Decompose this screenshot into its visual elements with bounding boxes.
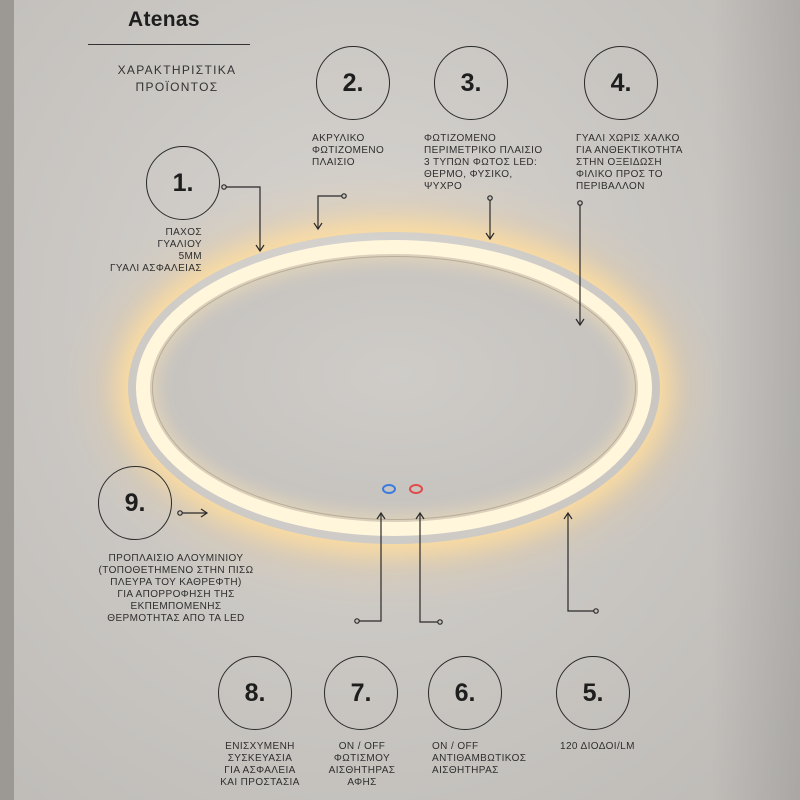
feature-7-line: ΑΦΗΣ <box>347 777 377 788</box>
feature-8-line: ΣΥΣΚΕΥΑΣΙΑ <box>227 753 293 764</box>
subtitle-line-1: ΧΑΡΑΚΤΗΡΙΣΤΙΚΑ <box>117 63 237 77</box>
feature-7-line: ON / OFF <box>338 741 386 752</box>
feature-8-number: 8. <box>244 678 266 707</box>
callout-5-line <box>568 514 594 611</box>
feature-9-line: (ΤΟΠΟΘΕΤΗΜΕΝΟ ΣΤΗΝ ΠΙΣΩ <box>98 565 254 576</box>
feature-1-line: ΓΥΑΛΙΟΥ <box>157 239 202 250</box>
product-title: Atenas <box>128 8 200 31</box>
feature-7-number: 7. <box>350 678 372 707</box>
feature-3-line: ΦΩΤΙΖΟΜΕΝΟ <box>424 133 497 144</box>
feature-6-number: 6. <box>454 678 476 707</box>
feature-1-line: ΓΥΑΛΙ ΑΣΦΑΛΕΙΑΣ <box>110 263 202 274</box>
feature-2-line: ΑΚΡΥΛΙΚΟ <box>312 133 365 144</box>
feature-9-line: ΕΚΠΕΜΠΟΜΕΝΗΣ <box>130 601 222 612</box>
feature-9-line: ΠΛΕΥΡΑ ΤΟΥ ΚΑΘΡΕΦΤΗ) <box>110 577 242 588</box>
feature-8-line: ΓΙΑ ΑΣΦΑΛΕΙΑ <box>224 765 296 776</box>
feature-9-line: ΘΕΡΜΟΤΗΤΑΣ ΑΠΟ ΤΑ LED <box>107 613 245 624</box>
feature-6-line: ON / OFF <box>432 741 479 752</box>
feature-1-line: 5MM <box>178 251 202 262</box>
feature-3-line: ΘΕΡΜΟ, ΦΥΣΙΚΟ, <box>424 169 513 180</box>
feature-3-line: 3 ΤΥΠΩΝ ΦΩΤΟΣ LED: <box>424 157 538 168</box>
feature-3-line: ΨΥΧΡΟ <box>424 181 463 192</box>
feature-6-line: ΑΝΤΙΘΑΜΒΩΤΙΚΟΣ <box>432 753 527 764</box>
feature-4-number: 4. <box>610 68 632 97</box>
feature-4-line: ΓΥΑΛΙ ΧΩΡΙΣ ΧΑΛΚΟ <box>576 133 680 144</box>
feature-1-number: 1. <box>172 168 194 197</box>
feature-8-line: ΕΝΙΣΧΥΜΕΝΗ <box>225 741 295 752</box>
feature-5-line: 120 ΔΙΟΔΟΙ/LM <box>560 741 635 752</box>
feature-6-line: ΑΙΣΘΗΤΗΡΑΣ <box>432 765 499 776</box>
callout-7-line <box>359 514 381 621</box>
callout-1-dot <box>222 185 226 189</box>
feature-5-number: 5. <box>582 678 604 707</box>
feature-9-number: 9. <box>124 488 146 517</box>
feature-8-line: ΚΑΙ ΠΡΟΣΤΑΣΙΑ <box>220 777 300 788</box>
feature-1-line: ΠΑΧΟΣ <box>165 227 202 238</box>
callout-7-dot <box>355 619 359 623</box>
callout-9-dot <box>178 511 182 515</box>
callout-1-line <box>226 187 260 250</box>
feature-7-line: ΦΩΤΙΣΜΟΥ <box>333 753 391 764</box>
callout-4-dot <box>578 201 582 205</box>
feature-2-number: 2. <box>342 68 364 97</box>
feature-9-line: ΠΡΟΠΛΑΙΣΙΟ ΑΛΟΥΜΙΝΙΟΥ <box>108 553 244 564</box>
feature-3-line: ΠΕΡΙΜΕΤΡΙΚΟ ΠΛΑΙΣΙΟ <box>424 145 543 156</box>
subtitle-line-2: ΠΡΟΪΟΝΤΟΣ <box>135 80 219 94</box>
feature-4-line: ΠΕΡΙΒΑΛΛΟΝ <box>576 181 645 192</box>
callout-5-dot <box>594 609 598 613</box>
callout-6-line <box>420 514 438 622</box>
feature-2-line: ΦΩΤΙΖΟΜΕΝΟ <box>312 145 385 156</box>
feature-4-line: ΦΙΛΙΚΟ ΠΡΟΣ ΤΟ <box>576 169 663 180</box>
callout-6-dot <box>438 620 442 624</box>
feature-2-line: ΠΛΑΙΣΙΟ <box>312 157 355 168</box>
feature-4-line: ΣΤΗΝ ΟΞΕΙΔΩΣΗ <box>576 157 662 168</box>
feature-9-line: ΓΙΑ ΑΠΟΡΡΟΦΗΣΗ ΤΗΣ <box>117 589 235 600</box>
feature-4-line: ΓΙΑ ΑΝΘΕΚΤΙΚΟΤΗΤΑ <box>576 145 683 156</box>
feature-3-number: 3. <box>460 68 482 97</box>
callout-2-dot <box>342 194 346 198</box>
feature-7-line: ΑΙΣΘΗΤΗΡΑΣ <box>328 765 396 776</box>
callout-3-dot <box>488 196 492 200</box>
